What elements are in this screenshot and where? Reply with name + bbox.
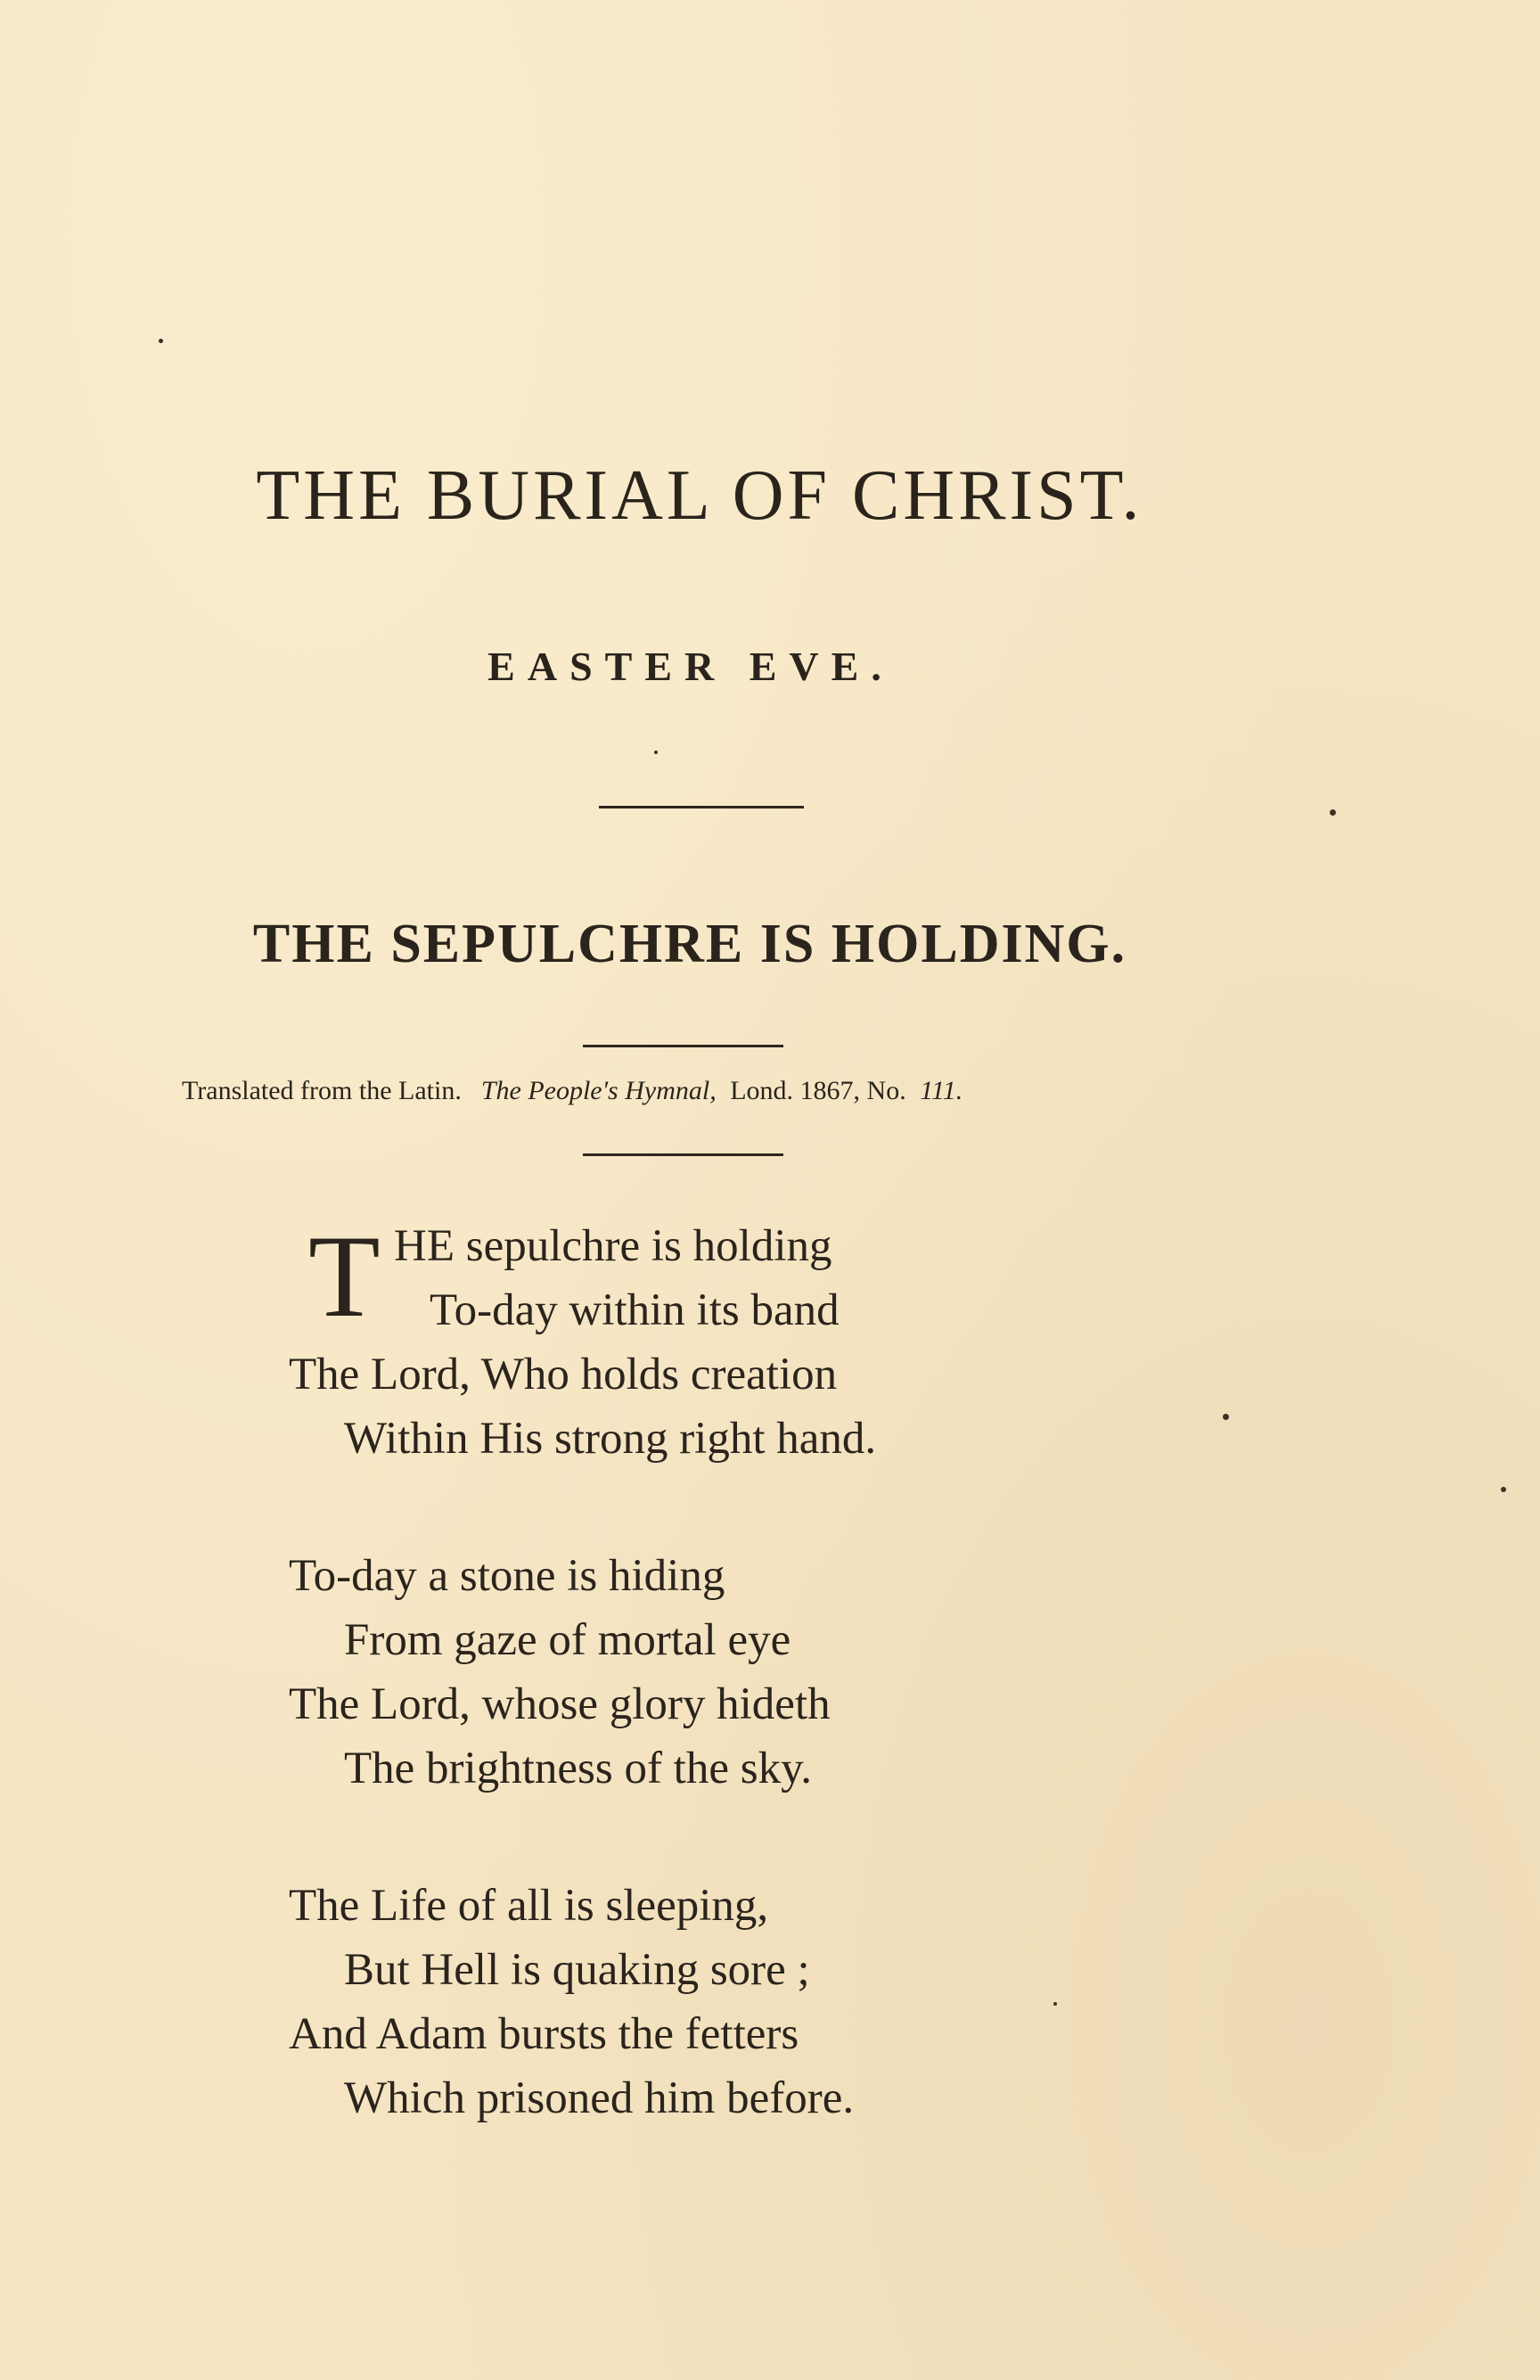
verse-line: The Lord, Who holds creation [289,1350,838,1399]
verse-line: To-day within its band [430,1285,840,1335]
verse-line: To-day a stone is hiding [289,1551,725,1601]
verse-line: The brightness of the sky. [344,1744,813,1793]
hymn-verses [289,1211,1180,2204]
attribution-number: 111. [920,1076,963,1105]
stanza [289,1544,1180,1801]
paper-speck [1053,2002,1057,2006]
divider-rule [599,806,804,808]
attribution-prefix: Translated from the Latin. [182,1076,462,1105]
verse-line: The Life of all is sleeping, [289,1881,769,1931]
verse-line: The Lord, whose glory hideth [289,1679,831,1729]
paper-speck [654,751,658,754]
verse-line: But Hell is quaking sore ; [344,1945,810,1995]
hymn-title: THE SEPULCHRE IS HOLDING. [252,914,1127,974]
attribution-edition: Lond. 1867, No. [730,1076,906,1105]
verse-line: From gaze of mortal eye [344,1615,791,1665]
attribution-rule-top [583,1045,783,1047]
verse-line-text: HE sepulchre is holding [394,1221,832,1271]
paper-speck [159,339,163,343]
attribution-rule-bottom [583,1153,783,1156]
attribution-source: The People's Hymnal, [480,1076,717,1105]
page-title: THE BURIAL OF CHRIST. [256,456,1143,535]
paper-speck [1223,1414,1229,1420]
paper-speck [1330,809,1336,816]
verse-line: Which prisoned him before. [344,2073,855,2123]
attribution-line [182,1075,1251,1107]
verse-line: And Adam bursts the fetters [289,2009,799,2059]
stanza [289,1874,1180,2130]
page-subtitle: EASTER EVE. [487,644,894,689]
paper-speck [1501,1487,1506,1492]
drop-cap: T [308,1211,381,1342]
stanza [289,1211,1180,1471]
verse-line: Within His strong right hand. [344,1414,877,1464]
